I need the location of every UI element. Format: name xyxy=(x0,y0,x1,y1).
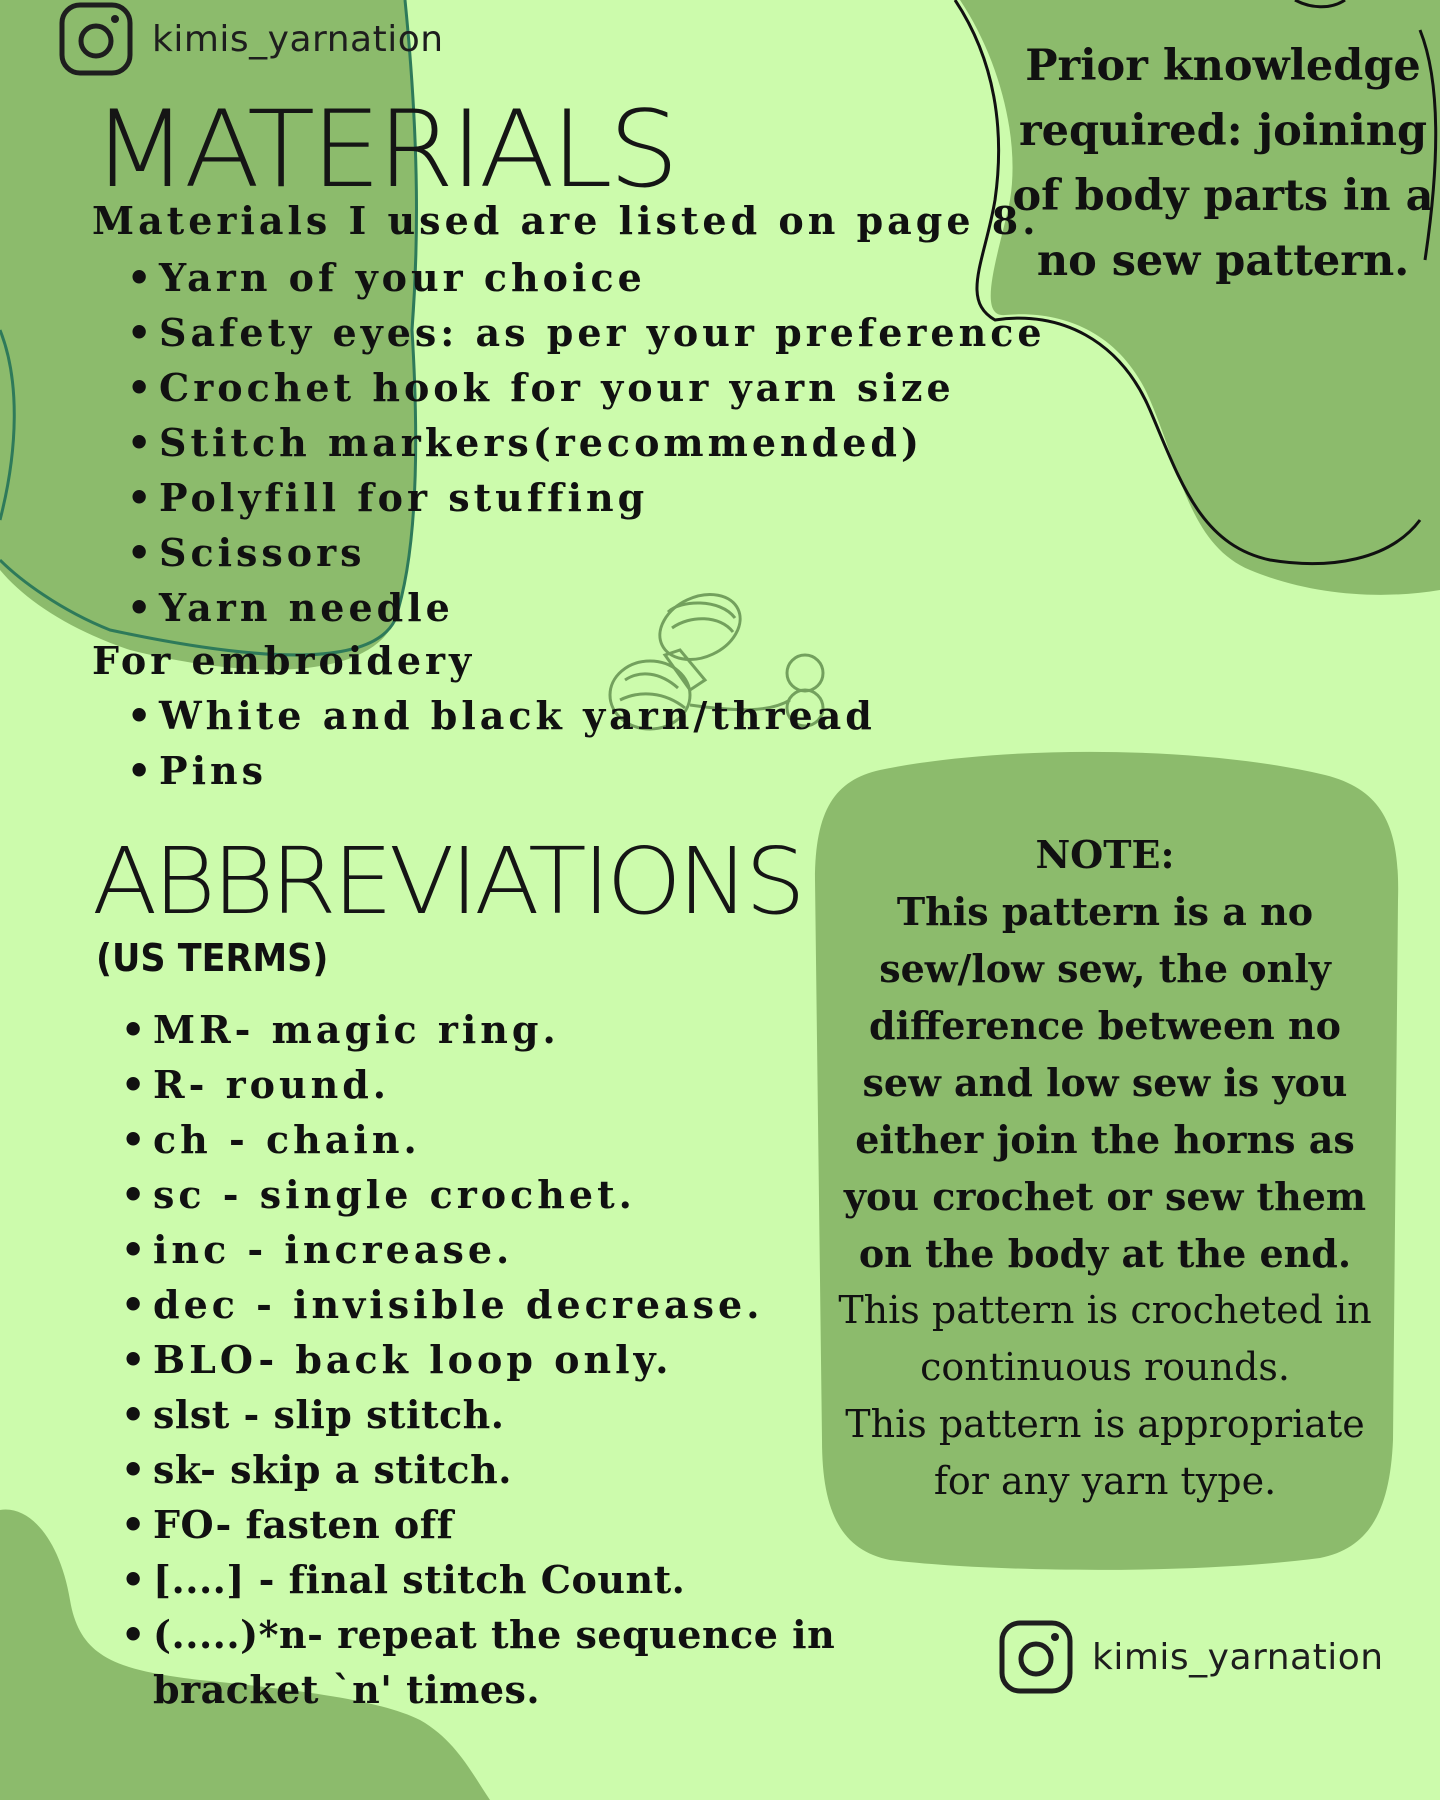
list-item: • Stitch markers(recommended) xyxy=(127,415,1046,470)
list-item: • inc - increase. xyxy=(121,1222,983,1277)
list-item: • sk- skip a stitch. xyxy=(121,1442,983,1497)
list-item: • FO- fasten off xyxy=(121,1497,983,1552)
instagram-handle-bottom[interactable] xyxy=(998,1619,1384,1695)
note-body: This pattern is a no sew/low sew, the only difference between no sew and low sew is you either join the horns as you crochet or sew them on the body at the end. xyxy=(843,889,1367,1276)
prior-knowledge-text: Prior knowledge required: joining of body parts in a no sew pattern. xyxy=(1012,41,1434,286)
handle-text: kimis_yarnation xyxy=(152,18,444,60)
list-item: • ch - chain. xyxy=(121,1112,983,1167)
list-item: • White and black yarn/thread xyxy=(127,688,876,743)
list-item: • MR- magic ring. xyxy=(121,1002,983,1057)
list-item: • Pins xyxy=(127,743,876,798)
note-line-yarn: This pattern is appropriate for any yarn type. xyxy=(845,1402,1365,1503)
note-line-rounds: This pattern is crocheted in continuous rounds. xyxy=(838,1288,1372,1389)
list-item: • Safety eyes: as per your preference xyxy=(127,305,1046,360)
abbreviations-title: ABBREVIATIONS xyxy=(92,828,802,935)
embroidery-list xyxy=(127,688,876,798)
list-item: • Polyfill for stuffing xyxy=(127,470,1046,525)
instagram-icon xyxy=(998,1619,1074,1695)
note-box xyxy=(825,826,1385,1510)
us-terms-subtitle: (US TERMS) xyxy=(96,936,329,980)
list-item: • Crochet hook for your yarn size xyxy=(127,360,1046,415)
materials-intro: Materials I used are listed on page 8. xyxy=(92,198,1040,243)
list-item: • sc - single crochet. xyxy=(121,1167,983,1222)
list-item: • BLO- back loop only. xyxy=(121,1332,983,1387)
list-item: • (.....)*n- repeat the sequence in bracket `n' times. xyxy=(121,1607,983,1717)
list-item: • Yarn needle xyxy=(127,580,1046,635)
list-item: • [....] - final stitch Count. xyxy=(121,1552,983,1607)
handle-text: kimis_yarnation xyxy=(1092,1636,1384,1678)
materials-title: MATERIALS xyxy=(92,88,675,211)
list-item: • dec - invisible decrease. xyxy=(121,1277,983,1332)
list-item: • Scissors xyxy=(127,525,1046,580)
materials-list xyxy=(127,250,1046,635)
list-item: • slst - slip stitch. xyxy=(121,1387,983,1442)
instagram-icon xyxy=(58,1,134,77)
list-item: • Yarn of your choice xyxy=(127,250,1046,305)
instagram-handle-top[interactable] xyxy=(58,1,444,77)
note-heading: NOTE: xyxy=(1035,832,1175,877)
list-item: • R- round. xyxy=(121,1057,983,1112)
embroidery-heading: For embroidery xyxy=(92,638,476,683)
